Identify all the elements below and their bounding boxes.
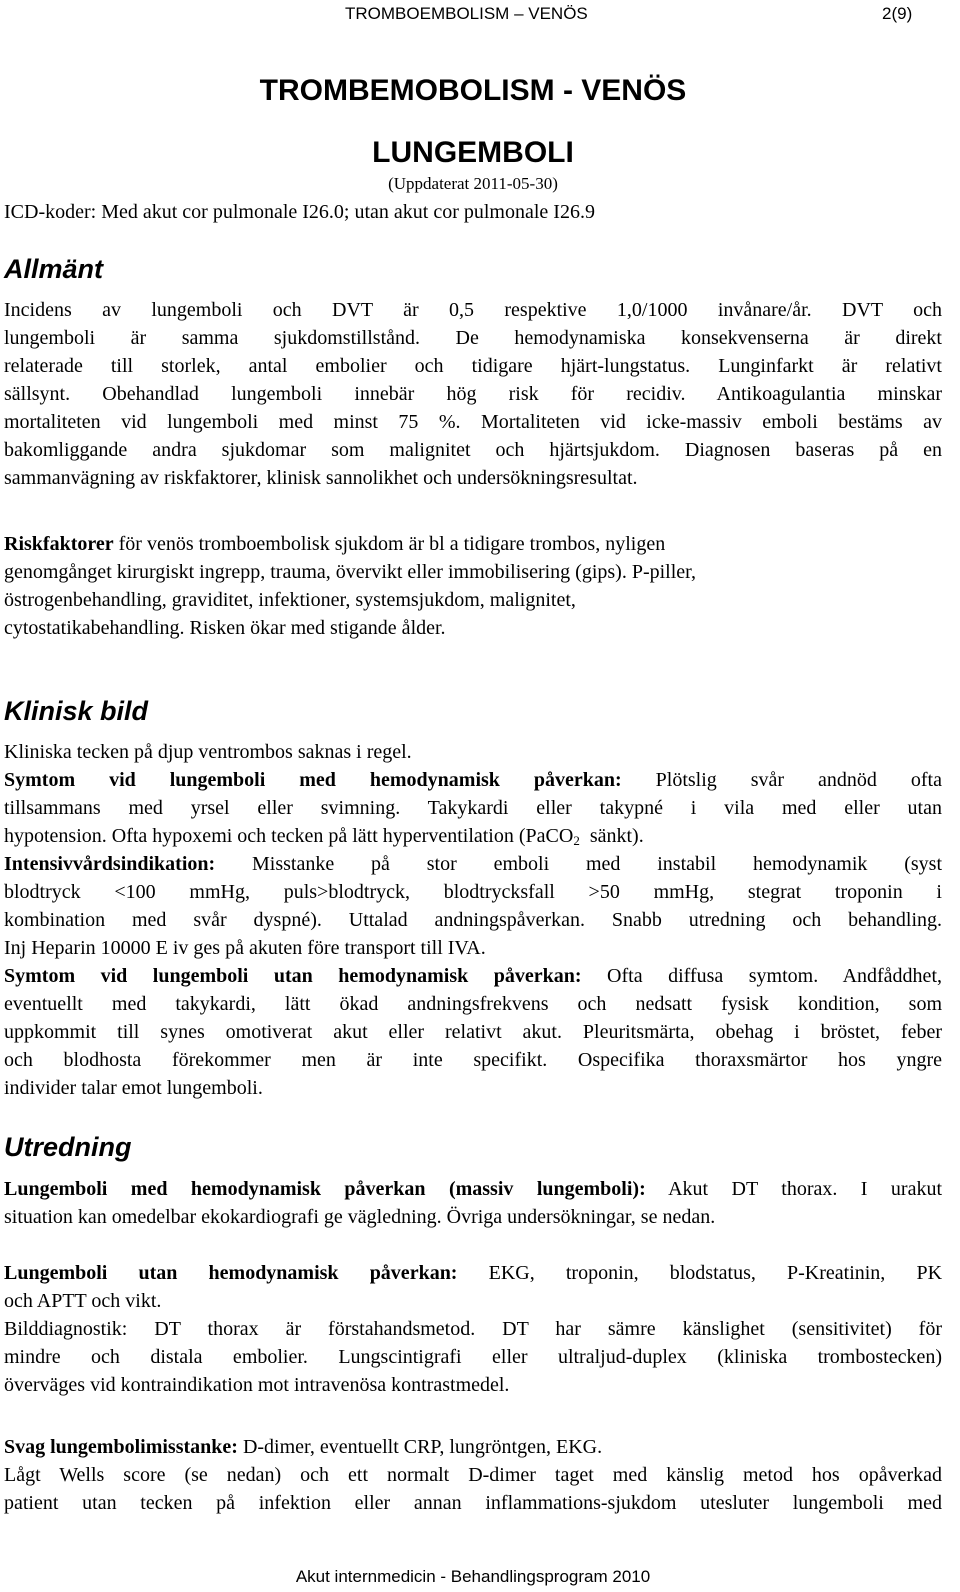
bold-term: Symtom vid lungemboli utan hemodynamisk påverkan:: [4, 965, 582, 987]
text-line: sammanvägning av riskfaktorer, klinisk sannolikhet och undersökningsresultat.: [4, 467, 638, 489]
section-heading-utredning: Utredning: [4, 1132, 132, 1162]
text-line: uppkommit till synes omotiverat akut eller relativt akut. Pleuritsmärta, obehag i bröstet, feber: [4, 1021, 942, 1043]
text-line: bakomliggande andra sjukdomar som malignitet och hjärtsjukdom. Diagnosen baseras på en: [4, 439, 942, 461]
allmant-paragraph: [4, 296, 942, 492]
text-span: sänkt).: [579, 825, 644, 847]
text-line: [4, 530, 942, 558]
text-line: situation kan omedelbar ekokardiografi ge vägledning. Övriga undersökningar, se nedan.: [4, 1206, 716, 1228]
text-line: relaterade till storlek, antal embolier och tidigare hjärt-lungstatus. Lunginfarkt är relativt: [4, 355, 942, 377]
text-span: Akut DT thorax. I urakut: [645, 1178, 942, 1200]
bold-term: Intensivvårdsindikation:: [4, 853, 216, 875]
text-span: EKG, troponin, blodstatus, P-Kreatinin, PK: [457, 1262, 943, 1284]
section-heading-allmant: Allmänt: [4, 254, 104, 284]
text-line: [4, 962, 942, 990]
utredning-paragraph-3: [4, 1433, 942, 1517]
page-footer: Akut internmedicin - Behandlingsprogram 2010: [295, 1567, 651, 1586]
running-header-title: TROMBOEMBOLISM – VENÖS: [345, 4, 588, 23]
page-number: 2(9): [882, 4, 913, 23]
utredning-paragraph-1: [4, 1175, 942, 1231]
text-line: cytostatikabehandling. Risken ökar med stigande ålder.: [4, 617, 446, 639]
text-line: Lågt Wells score (se nedan) och ett normalt D-dimer taget med känslig metod hos opåverkad: [4, 1464, 942, 1486]
text-line: [4, 850, 942, 878]
document-subtitle: LUNGEMBOLI: [372, 136, 574, 169]
text-line: tillsammans med yrsel eller svimning. Takykardi eller takypné i vila med eller utan: [4, 797, 942, 819]
text-line: [4, 822, 942, 850]
text-span: hypotension. Ofta hypoxemi och tecken på lätt hyperventilation (PaCO: [4, 825, 574, 847]
text-line: mortaliteten vid lungemboli med minst 75 %. Mortaliteten vid icke-massiv emboli bestäms av: [4, 411, 942, 433]
text-line: kombination med svår dyspné). Uttalad andningspåverkan. Snabb utredning och behandling.: [4, 909, 942, 931]
document-title: TROMBEMOBOLISM - VENÖS: [259, 74, 687, 107]
text-line: Incidens av lungemboli och DVT är 0,5 respektive 1,0/1000 invånare/år. DVT och: [4, 299, 942, 321]
text-line: mindre och distala embolier. Lungscintigrafi eller ultraljud-duplex (kliniska trombostecken): [4, 1346, 942, 1368]
text-span: Misstanke på stor emboli med instabil hemodynamik (syst: [215, 853, 942, 875]
update-date: (Uppdaterat 2011-05-30): [388, 174, 558, 193]
text-line: Inj Heparin 10000 E iv ges på akuten före transport till IVA.: [4, 937, 486, 959]
text-line: [4, 1175, 942, 1203]
text-line: och APTT och vikt.: [4, 1290, 162, 1312]
text-line: [4, 766, 942, 794]
text-line: patient utan tecken på infektion eller annan inflammations-sjukdom utesluter lungemboli med: [4, 1492, 942, 1514]
risk-term: Riskfaktorer: [4, 533, 114, 555]
text-line: överväges vid kontraindikation mot intravenösa kontrastmedel.: [4, 1374, 510, 1396]
text-line: sällsynt. Obehandlad lungemboli innebär hög risk för recidiv. Antikoagulantia minskar: [4, 383, 942, 405]
bold-term: Lungemboli med hemodynamisk påverkan (massiv lungemboli):: [4, 1178, 646, 1200]
bold-term: Lungemboli utan hemodynamisk påverkan:: [4, 1262, 458, 1284]
text-span: för venös tromboembolisk sjukdom är bl a tidigare trombos, nyligen: [113, 533, 666, 555]
bold-term: Symtom vid lungemboli med hemodynamisk påverkan:: [4, 769, 622, 791]
text-line: östrogenbehandling, graviditet, infektioner, systemsjukdom, malignitet,: [4, 589, 576, 611]
text-line: lungemboli är samma sjukdomstillstånd. De hemodynamiska konsekvenserna är direkt: [4, 327, 942, 349]
utredning-paragraph-2: [4, 1259, 942, 1399]
text-line: Kliniska tecken på djup ventrombos saknas i regel.: [4, 741, 412, 763]
icd-codes: ICD-koder: Med akut cor pulmonale I26.0; utan akut cor pulmonale I26.9: [4, 201, 595, 223]
klinisk-paragraph: [4, 738, 942, 1102]
text-line: blodtryck <100 mmHg, puls>blodtryck, blodtrycksfall >50 mmHg, stegrat troponin i: [4, 881, 942, 903]
text-line: [4, 1259, 942, 1287]
text-span: Ofta diffusa symtom. Andfåddhet,: [581, 965, 942, 987]
risk-paragraph: [4, 530, 942, 642]
text-line: [4, 1433, 942, 1461]
section-heading-klinisk-bild: Klinisk bild: [4, 696, 149, 726]
text-line: eventuellt med takykardi, lätt ökad andningsfrekvens och nedsatt fysisk kondition, som: [4, 993, 942, 1015]
subscript: 2: [573, 833, 580, 848]
text-span: D-dimer, eventuellt CRP, lungröntgen, EKG.: [237, 1436, 603, 1458]
text-line: individer talar emot lungemboli.: [4, 1077, 263, 1099]
text-line: Bilddiagnostik: DT thorax är förstahandsmetod. DT har sämre känslighet (sensitivitet) för: [4, 1318, 942, 1340]
text-line: och blodhosta förekommer men är inte specifikt. Ospecifika thoraxsmärtor hos yngre: [4, 1049, 942, 1071]
text-span: Plötslig svår andnöd ofta: [621, 769, 942, 791]
text-line: genomgånget kirurgiskt ingrepp, trauma, övervikt eller immobilisering (gips). P-piller,: [4, 561, 697, 583]
bold-term: Svag lungembolimisstanke:: [4, 1436, 238, 1458]
